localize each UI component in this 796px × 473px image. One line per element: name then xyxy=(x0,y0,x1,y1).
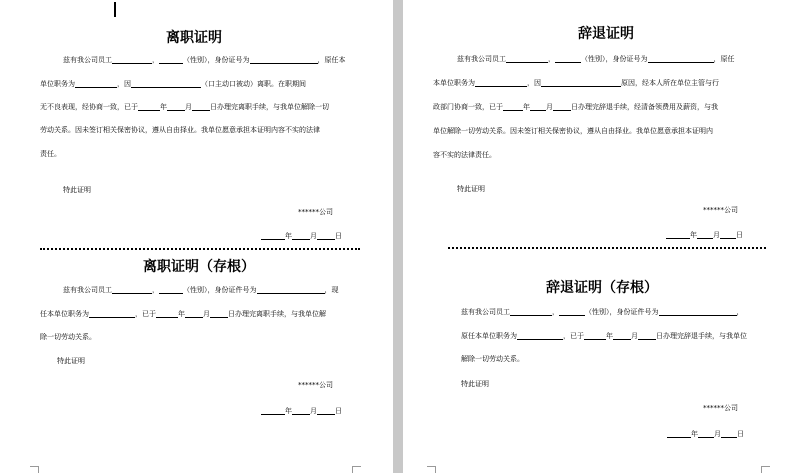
margin-mark xyxy=(427,466,436,473)
right-line-5: 容不实的法律责任。 xyxy=(433,151,496,159)
right-special: 特此证明 xyxy=(457,185,485,193)
left-stub-special: 特此证明 xyxy=(57,357,85,365)
left-line-1: 兹有我公司员工 ， （性别），身份证号为 ，原任本 xyxy=(63,56,346,64)
text-cursor xyxy=(114,2,116,17)
left-stub-line-3: 除一切劳动关系。 xyxy=(40,333,96,341)
left-stub-company: ******公司 xyxy=(298,381,333,389)
right-stub-special: 特此证明 xyxy=(461,380,489,388)
right-stub-date: 年 月 日 xyxy=(667,430,744,438)
left-line-3: 无不良表现，经协商一致，已于 年 月 日办理完离职手续，与我单位解除一切 xyxy=(40,103,329,111)
left-page xyxy=(0,0,393,473)
left-company: ******公司 xyxy=(298,208,333,216)
right-line-1: 兹有我公司员工 ， （性别），身份证号为 ，原任 xyxy=(457,55,735,63)
right-line-2: 本单位职务为 ，因 原因，经本人所在单位主管与行 xyxy=(433,79,719,87)
left-stub-line-2: 任本单位职务为 ，已于 年 月 日办理完离职手续，与我单位解 xyxy=(40,310,326,318)
left-line-4: 劳动关系。因未签订相关保密协议，遵从自由择业。我单位愿意承担本证明内容不实的法律 xyxy=(40,126,320,134)
resignation-title: 离职证明 xyxy=(166,30,222,46)
right-line-4: 单位解除一切劳动关系。因未签订相关保密协议，遵从自由择业。我单位愿意承担本证明内 xyxy=(433,127,713,135)
right-stub-company: ******公司 xyxy=(703,404,738,412)
page-gap xyxy=(393,0,403,473)
left-stub-date: 年 月 日 xyxy=(261,407,342,415)
left-line-5: 责任。 xyxy=(40,150,61,158)
right-stub-line-1: 兹有我公司员工 ， （性别），身份证件号为 ， xyxy=(461,308,744,316)
cut-line xyxy=(448,247,766,249)
dismissal-stub-title: 辞退证明（存根） xyxy=(546,280,658,296)
margin-mark xyxy=(761,466,770,473)
right-line-3: 政部门协商一致，已于 年 月 日办理完辞退手续，经清备领费用及薪资，与我 xyxy=(433,103,718,111)
margin-mark xyxy=(352,466,361,473)
right-date: 年 月 日 xyxy=(666,231,743,239)
left-special: 特此证明 xyxy=(63,186,91,194)
right-stub-line-3: 解除一切劳动关系。 xyxy=(461,355,524,363)
margin-mark xyxy=(30,466,39,473)
left-stub-line-1: 兹有我公司员工 ， （性别），身份证件号为 ，现 xyxy=(63,286,339,294)
left-date: 年 月 日 xyxy=(261,232,342,240)
right-stub-line-2: 原任本单位职务为 ，已于 年 月 日办理完辞退手续，与我单位 xyxy=(461,332,747,340)
cut-line xyxy=(40,248,360,250)
right-company: ******公司 xyxy=(703,206,738,214)
resignation-stub-title: 离职证明（存根） xyxy=(143,259,255,275)
dismissal-title: 辞退证明 xyxy=(578,26,634,42)
left-line-2: 单位职务为 ，因 （口主动口被动）离职。在职期间 xyxy=(40,80,306,88)
right-page xyxy=(403,0,796,473)
